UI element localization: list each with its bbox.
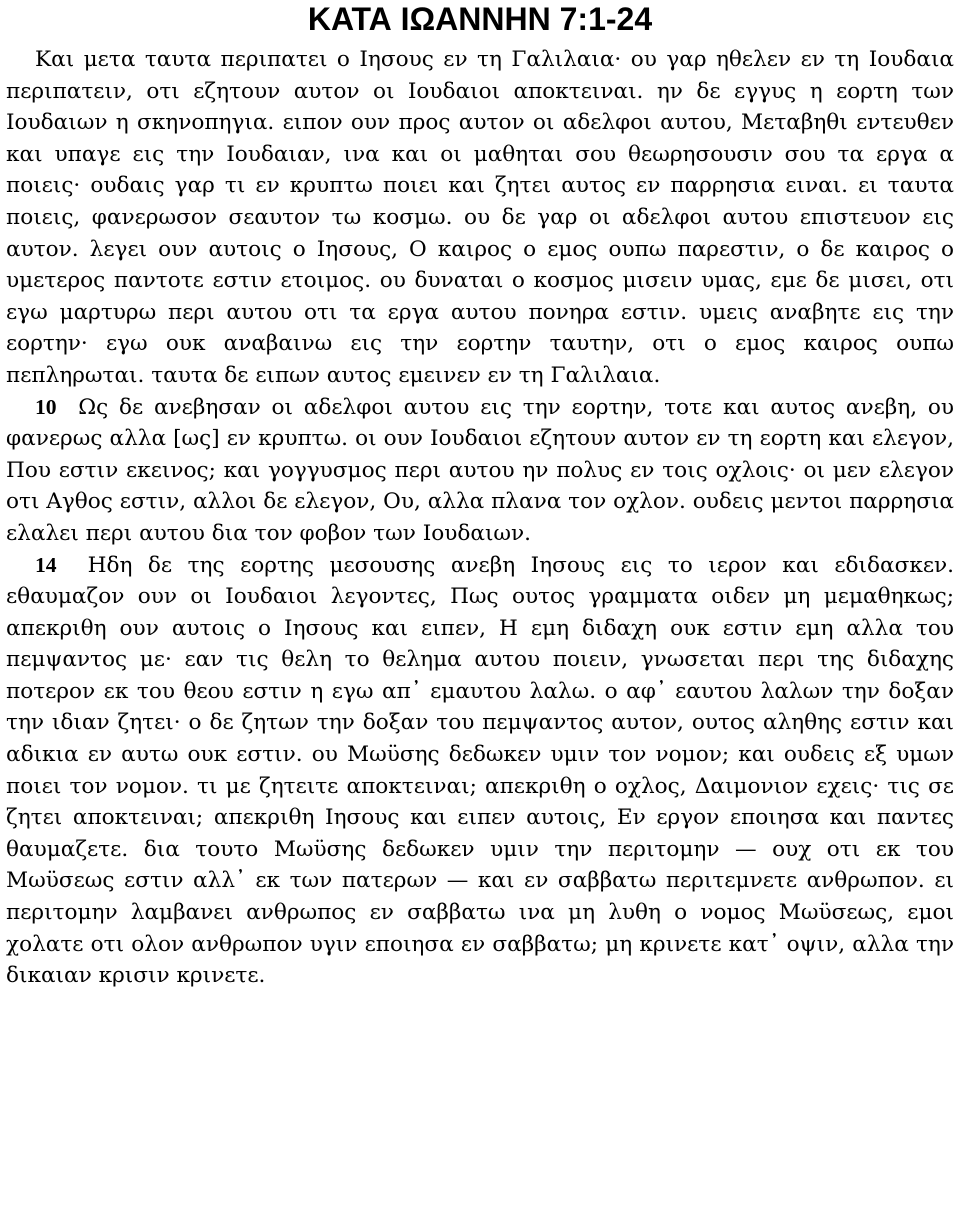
- paragraph-2: [6, 392, 954, 550]
- verse-number: 10: [35, 394, 57, 419]
- paragraph-1: [6, 44, 954, 392]
- paragraph-text: Ως δε ανεβησαν οι αδελφοι αυτου εις την εορτην, τοτε και αυτος ανεβη, ου φανερως αλλα [ως] εν κρυπτω. οι ουν Ιουδαιοι εζητουν αυτον εν τη εορτη και ελεγον, Που εστιν εκεινος; και γογγυσμος περι αυτου ην πολυς εν τοις οχλοις· οι μεν ελεγον οτι Αγθος εστιν, αλλοι δε ελεγον, Ου, αλλα πλανα τον οχλον. ουδεις μεντοι παρρησια ελαλει περι αυτου δια τον φοβον των Ιουδαιων.: [6, 394, 954, 546]
- paragraph-text: Και μετα ταυτα περιπατει ο Ιησους εν τη Γαλιλαια· ου γαρ ηθελεν εν τη Ιουδαια περιπατειν, οτι εζητουν αυτον οι Ιουδαιοι αποκτειναι. ην δε εγγυς η εορτη των Ιουδαιων η σκηνοπηγια. ειπον ουν προς αυτον οι αδελφοι αυτου, Μεταβηθι εντευθεν και υπαγε εις την Ιουδαιαν, ινα και οι μαθηται σου θεωρησουσιν σου τα εργα α ποιεις· ουδαις γαρ τι εν κρυπτω ποιει και ζητει αυτος εν παρρησια ειναι. ει ταυτα ποιεις, φανερωσον σεαυτον τω κοσμω. ου δε γαρ οι αδελφοι αυτου επιστευον εις αυτον. λεγει ουν αυτοις ο Ιησους, Ο καιρος ο εμος ουπω παρεστιν, ο δε καιρος ο υμετερος παντοτε εστιν ετοιμος. ου δυναται ο κοσμος μισειν υμας, εμε δε μισει, οτι εγω μαρτυρω περι αυτου οτι τα εργα αυτου πονηρα εστιν. υμεις αναβητε εις την εορτην· εγω ουκ αναβαινω εις την εορτην ταυτην, οτι ο εμος καιρος ουπω πεπληρωται. ταυτα δε ειπων αυτος εμεινεν εν τη Γαλιλαια.: [6, 47, 954, 388]
- verse-number: 14: [35, 552, 57, 577]
- document-body: [6, 44, 954, 992]
- paragraph-3: [6, 550, 954, 992]
- page-title: ΚΑΤΑ ΙΩΑΝΝΗΝ 7:1-24: [307, 1, 653, 37]
- paragraph-text: Ηδη δε της εορτης μεσουσης ανεβη Ιησους εις το ιερον και εδιδασκεν. εθαυμαζον ουν οι Ιουδαιοι λεγοντες, Πως ουτος γραμματα οιδεν μη μεμαθηκως; απεκριθη ουν αυτοις ο Ιησους και ειπεν, Η εμη διδαχη ουκ εστιν εμη αλλα του πεμψαντος με· εαν τις θελη το θελημα αυτου ποιειν, γνωσεται περι της διδαχης ποτερον εκ του θεου εστιν η εγω απ᾽ εμαυτου λαλω. ο αφ᾽ εαυτου λαλων την δοξαν την ιδιαν ζητει· ο δε ζητων την δοξαν του πεμψαντος αυτον, ουτος αληθης εστιν και αδικια εν αυτω ουκ εστιν. ου Μωϋσης δεδωκεν υμιν τον νομον; και ουδεις εξ υμων ποιει τον νομον. τι με ζητειτε αποκτειναι; απεκριθη ο οχλος, Δαιμονιον εχεις· τις σε ζητει αποκτειναι; απεκριθη Ιησους και ειπεν αυτοις, Εν εργον εποιησα και παντες θαυμαζετε. δια τουτο Μωϋσης δεδωκεν υμιν την περιτομην — ουχ οτι εκ του Μωϋσεως εστιν αλλ᾽ εκ των πατερων — και εν σαββατω περιτεμνετε ανθρωπον. ει περιτομην λαμβανει ανθρωπος εν σαββατω ινα μη λυθη ο νομος Μωϋσεως, εμοι χολατε οτι ολον ανθρωπον υγιν εποιησα εν σαββατω; μη κρινετε κατ᾽ οψιν, αλλα την δικαιαν κρισιν κρινετε.: [6, 552, 954, 989]
